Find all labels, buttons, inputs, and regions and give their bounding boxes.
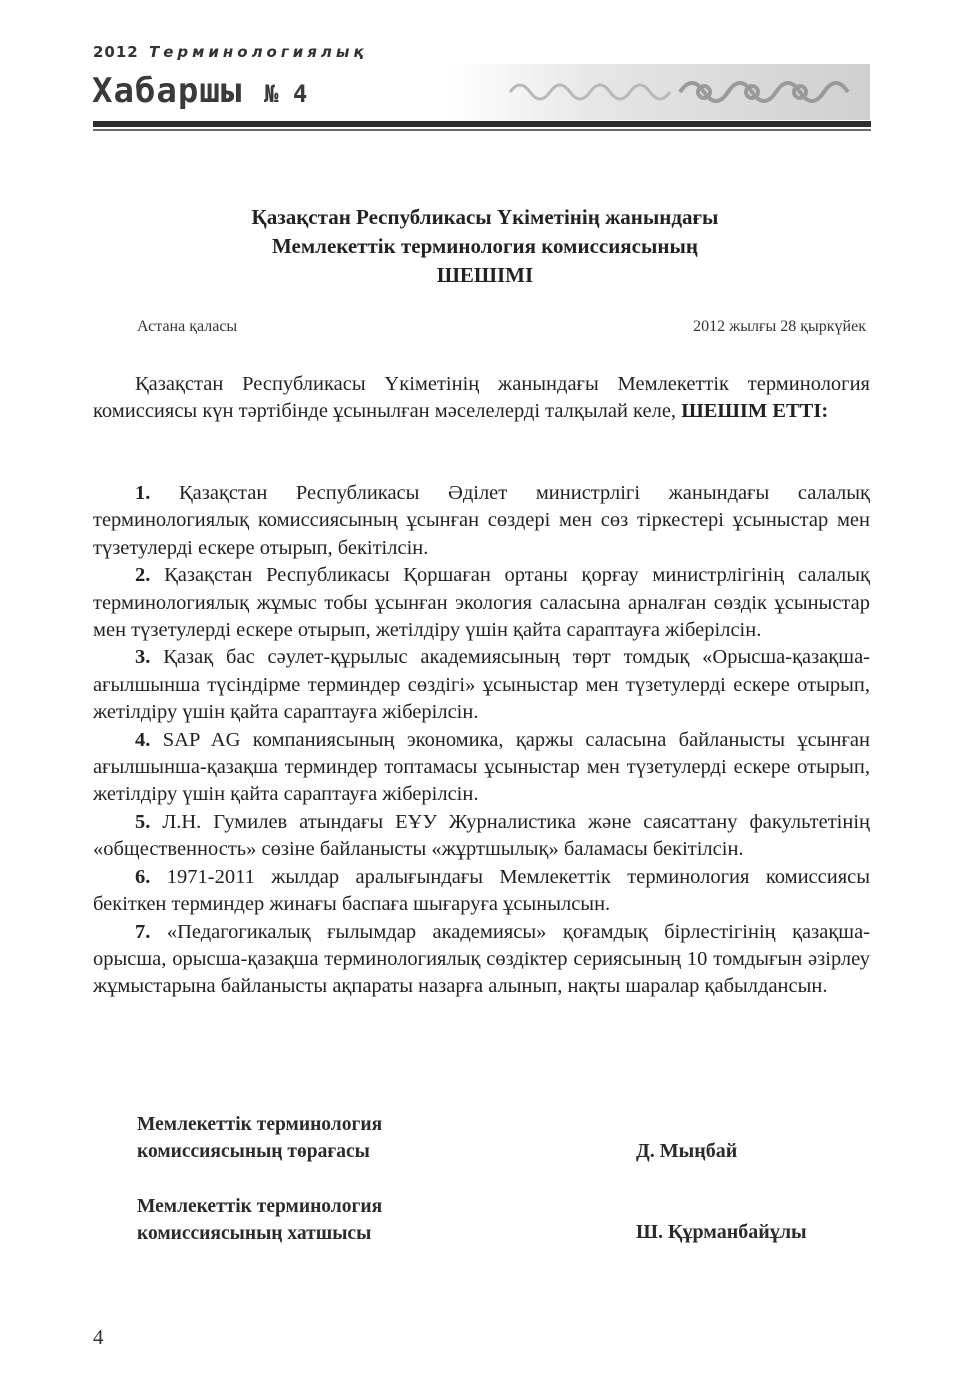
title-line-1: Қазақстан Республикасы Үкіметінің жанындағы bbox=[251, 205, 719, 229]
signature-title-line: комиссиясының хатшысы bbox=[137, 1223, 372, 1244]
item-number: 1. bbox=[135, 482, 151, 504]
issue-number: № 4 bbox=[263, 80, 308, 108]
decision-item bbox=[93, 644, 870, 726]
decision-item bbox=[93, 919, 870, 1001]
document-date: 2012 жылғы 28 қыркүйек bbox=[693, 318, 866, 335]
decision-item bbox=[93, 480, 870, 562]
item-text: Қазақстан Республикасы Қоршаған ортаны қорғау министрлігінің салалық терминологиялық жұмыс тобы ұсынған экология саласына арналған сөздік ұсыныстар мен түзетулерді ескере отырып, жетілдіру үшін қайта сараптауға жіберілсін. bbox=[93, 564, 870, 642]
decision-item bbox=[93, 562, 870, 644]
title-line-2: Мемлекеттік терминология комиссиясының bbox=[272, 234, 698, 258]
item-number: 6. bbox=[135, 865, 151, 888]
item-text: «Педагогикалық ғылымдар академиясы» қоғамдық бірлестігінің қазақша-орысша, орысша-қазақша терминологиялық сөздіктер сериясының 10 томдығын әзірлеу жұмыстарына байланысты ақпараты назарға алынып, нақты шаралар қабылдансын. bbox=[93, 920, 871, 998]
signature-chair-name: Д. Мыңбай bbox=[636, 1140, 738, 1162]
title-line-3: ШЕШІМІ bbox=[436, 263, 534, 287]
signature-chair-title bbox=[137, 1111, 382, 1165]
place-of-issue: Астана қаласы bbox=[137, 318, 238, 335]
ornament-band-icon bbox=[450, 64, 870, 120]
decision-item bbox=[93, 727, 870, 809]
journal-title: Хабаршы bbox=[92, 71, 243, 111]
item-text: SAP AG компаниясының экономика, қаржы саласына байланысты ұсынған ағылшынша-қазақша терминдер топтамасы ұсыныстар мен түзетулерді ескере отырып, жетілдіру үшін қайта сараптауға жіберілсін. bbox=[93, 728, 871, 806]
journal-year: 2012 bbox=[93, 43, 139, 61]
item-text: Қазақстан Республикасы Әділет министрлігі жанындағы салалық терминологиялық комиссиясының ұсынған сөздері мен сөз тіркестері ұсыныстар мен түзетулерді ескере отырып, бекітілсін. bbox=[93, 482, 871, 559]
intro-text: Қазақстан Республикасы Үкіметінің жанындағы Мемлекеттік терминология комиссиясы күн тәртібінде ұсынылған мәселелерді талқылай келе, bbox=[93, 373, 870, 423]
item-number: 7. bbox=[135, 920, 151, 943]
header-rule-thin bbox=[93, 129, 871, 131]
document-title bbox=[130, 203, 840, 290]
decision-item bbox=[93, 809, 870, 864]
item-text: Қазақ бас сәулет-құрылыс академиясының төрт томдық «Орысша-қазақша-ағылшынша түсіндірме терминдер сөздігі» ұсыныстар мен түзетулерді ескере отырып, жетілдіру үшін қайта сараптауға жіберілсін. bbox=[93, 646, 870, 724]
item-number: 2. bbox=[135, 564, 151, 587]
signature-title-line: комиссиясының төрағасы bbox=[137, 1141, 370, 1162]
item-number: 4. bbox=[135, 728, 151, 751]
signature-title-line: Мемлекеттік терминология bbox=[137, 1114, 383, 1135]
intro-paragraph bbox=[93, 371, 870, 426]
item-text: 1971-2011 жылдар аралығындағы Мемлекеттік терминология комиссиясы бекіткен терминдер жинағы баспаға шығаруға ұсынылсын. bbox=[93, 865, 871, 916]
journal-title-line bbox=[92, 71, 307, 111]
item-number: 3. bbox=[135, 646, 151, 669]
signature-title-line: Мемлекеттік терминология bbox=[137, 1196, 383, 1217]
journal-series-line bbox=[93, 43, 368, 61]
page-number: 4 bbox=[93, 1325, 104, 1349]
item-text: Л.Н. Гумилев атындағы ЕҰУ Журналистика және саясаттану факультетінің «общественность» сөзіне байланысты «жұртшылық» баламасы бекітілсін. bbox=[93, 810, 870, 861]
signature-secretary-title bbox=[137, 1193, 382, 1247]
intro-decided: ШЕШІМ ЕТТІ: bbox=[681, 400, 829, 423]
item-number: 5. bbox=[135, 810, 151, 833]
decision-item bbox=[93, 864, 870, 919]
signature-secretary-name: Ш. Құрманбайұлы bbox=[636, 1221, 807, 1243]
journal-series: Терминологиялық bbox=[148, 43, 368, 61]
decision-items bbox=[93, 480, 870, 1001]
header-rule bbox=[93, 121, 871, 127]
